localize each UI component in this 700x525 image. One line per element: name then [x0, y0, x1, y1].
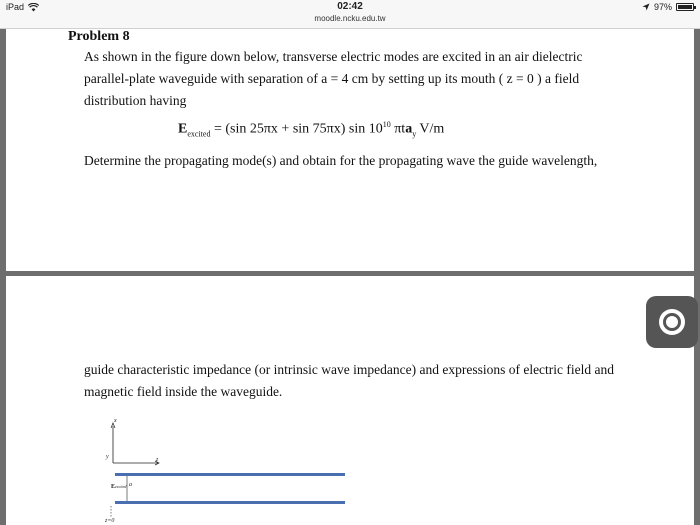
upper-plate: [115, 473, 345, 476]
device-name: iPad: [6, 2, 25, 12]
problem-title: Problem 8: [68, 29, 130, 44]
eq-sub: excited: [187, 129, 211, 139]
eq-sup: 10: [382, 120, 391, 129]
label-E-excited: [111, 484, 126, 490]
waveguide-figure: [96, 418, 356, 525]
field-equation: [178, 120, 444, 138]
battery-icon: [676, 3, 694, 11]
problem-paragraph-2: Determine the propagating mode(s) and obtain for the propagating wave the guide wavelength,: [84, 153, 598, 168]
eq-mid: = (sin 25πx + sin 75πx) sin 10: [210, 121, 383, 137]
label-x: x: [114, 418, 117, 424]
document-page-2[interactable]: [6, 276, 694, 525]
problem-paragraph-3-line-1: guide characteristic impedance (or intrinsic wave impedance) and expressions of electric field and: [84, 362, 615, 377]
status-right: [642, 2, 694, 12]
url-bar[interactable]: moodle.ncku.edu.tw: [314, 14, 386, 23]
battery-percent: 97%: [653, 2, 672, 12]
label-z: z: [156, 457, 159, 463]
eq-tail: πt: [390, 121, 406, 137]
label-a: a: [129, 482, 132, 488]
location-arrow-icon: [642, 3, 650, 11]
label-z0: z=0: [105, 518, 115, 524]
label-y: y: [106, 454, 109, 460]
problem-paragraph-1-line-3: distribution having: [84, 93, 187, 108]
record-dot: [663, 313, 681, 331]
problem-paragraph-1-line-2: parallel-plate waveguide with separation of a = 4 cm by setting up its mouth ( z = 0 ) a field: [84, 71, 580, 86]
eq-a: a: [405, 121, 413, 137]
document-page-1[interactable]: [6, 29, 694, 271]
label-E-sub: excited: [115, 484, 127, 489]
eq-a-sub: y: [412, 129, 417, 139]
waveguide-diagram: [96, 418, 356, 525]
problem-paragraph-1-line-1: As shown in the figure down below, transverse electric modes are excited in an air dielectric: [84, 49, 583, 64]
screen-record-button[interactable]: [646, 296, 698, 348]
status-center: [0, 1, 700, 24]
label-E: E: [111, 484, 116, 490]
record-icon: [659, 309, 685, 335]
eq-E: E: [178, 121, 188, 137]
battery-fill: [678, 5, 692, 9]
lower-plate: [115, 501, 345, 504]
eq-unit: V/m: [416, 121, 445, 137]
problem-paragraph-3-line-2: magnetic field inside the waveguide.: [84, 384, 283, 399]
status-bar: [0, 0, 700, 29]
clock: 02:42: [337, 1, 363, 12]
